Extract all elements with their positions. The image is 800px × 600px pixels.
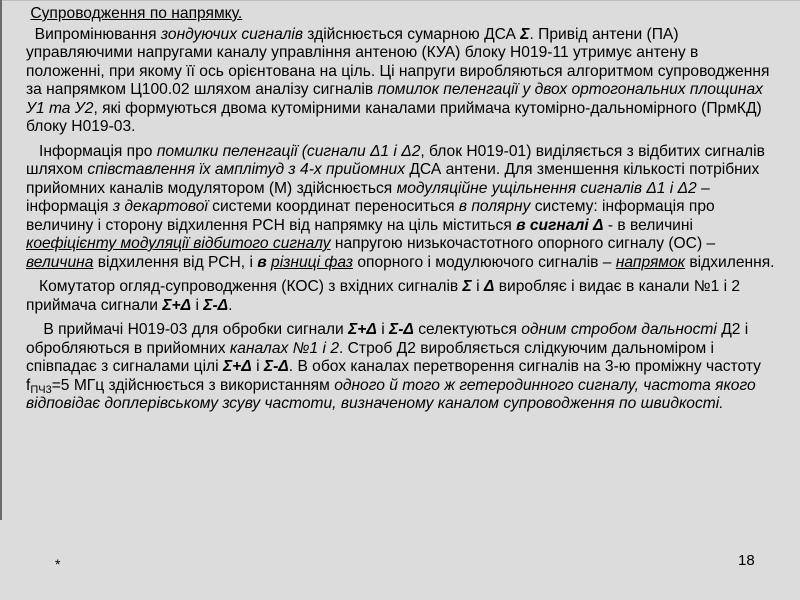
left-rule — [0, 0, 2, 520]
paragraph-1: Випромінювання зондуючих сигналів здійснюється сумарною ДСА Σ. Привід антени (ПА) управляючими напругами каналу управління антеною (КУА) блоку Н019-11 утримує антену в положенні, при якому її ось орієнтована на ціль. Ці напруги виробляються алгоритмом супроводження за напрямком Ц100.02 шляхом аналізу сигналів помилок пеленгації у двох ортогональних площинах У1 та У2, які формуються двома кутомірними каналами приймача кутомірно-дальномірного (ПрмКД) блоку Н019-03. — [26, 25, 770, 135]
paragraph-4: В приймачі Н019-03 для обробки сигнали Σ+Δ і Σ-Δ селектуються одним стробом дальності Д2 і обробляються в прийомних каналах №1 і 2. Строб Д2 виробляється слідкуючим дальноміром і співпадає з сигналами цілі Σ+Δ і Σ-Δ. В обох каналах перетворення сигналів на 3-ю проміжну частоту $f_{ПЧ3}=5$ МГц здійснюється з використанням одного й того ж гетеродинного сигналу, частота якого відповідає доплерівському зсуву частоти, визначеному каналом супроводження по швидкості. — [26, 321, 761, 412]
footer-marker: * — [55, 556, 61, 572]
paragraph-3: Комутатор огляд-супроводження (КОС) з вхідних сигналів Σ і Δ виробляє і видає в канали №1 і 2 приймача сигнали Σ+Δ і Σ-Δ. — [26, 278, 741, 314]
top-rule — [0, 0, 800, 1]
paragraph-2: Інформація про помилки пеленгації (сигнали Δ1 і Δ2, блок Н019-01) виділяється з відбитих сигналів шляхом співставлення їх амплітуд з 4-х прийомних ДСА антени. Для зменшення кількості потрібних прийомних каналів модулятором (М) здійснюється модуляційне ущільнення сигналів Δ1 і Δ2 – інформація з декартової системи координат переноситься в полярну систему: інформація про величину і сторону відхилення РСН від напрямку на ціль міститься в сигналі Δ - в величині коефіцієнту модуляції відбитого сигналу напругою низькочастотного опорного сигналу (ОС) – величина відхилення від РСН, і в різниці фаз опорного і модулюючого сигналів – напрямок відхилення. — [26, 142, 775, 271]
slide-body — [26, 5, 778, 420]
page-number: 18 — [738, 552, 755, 569]
section-title: Супроводження по напрямку. — [30, 5, 243, 22]
